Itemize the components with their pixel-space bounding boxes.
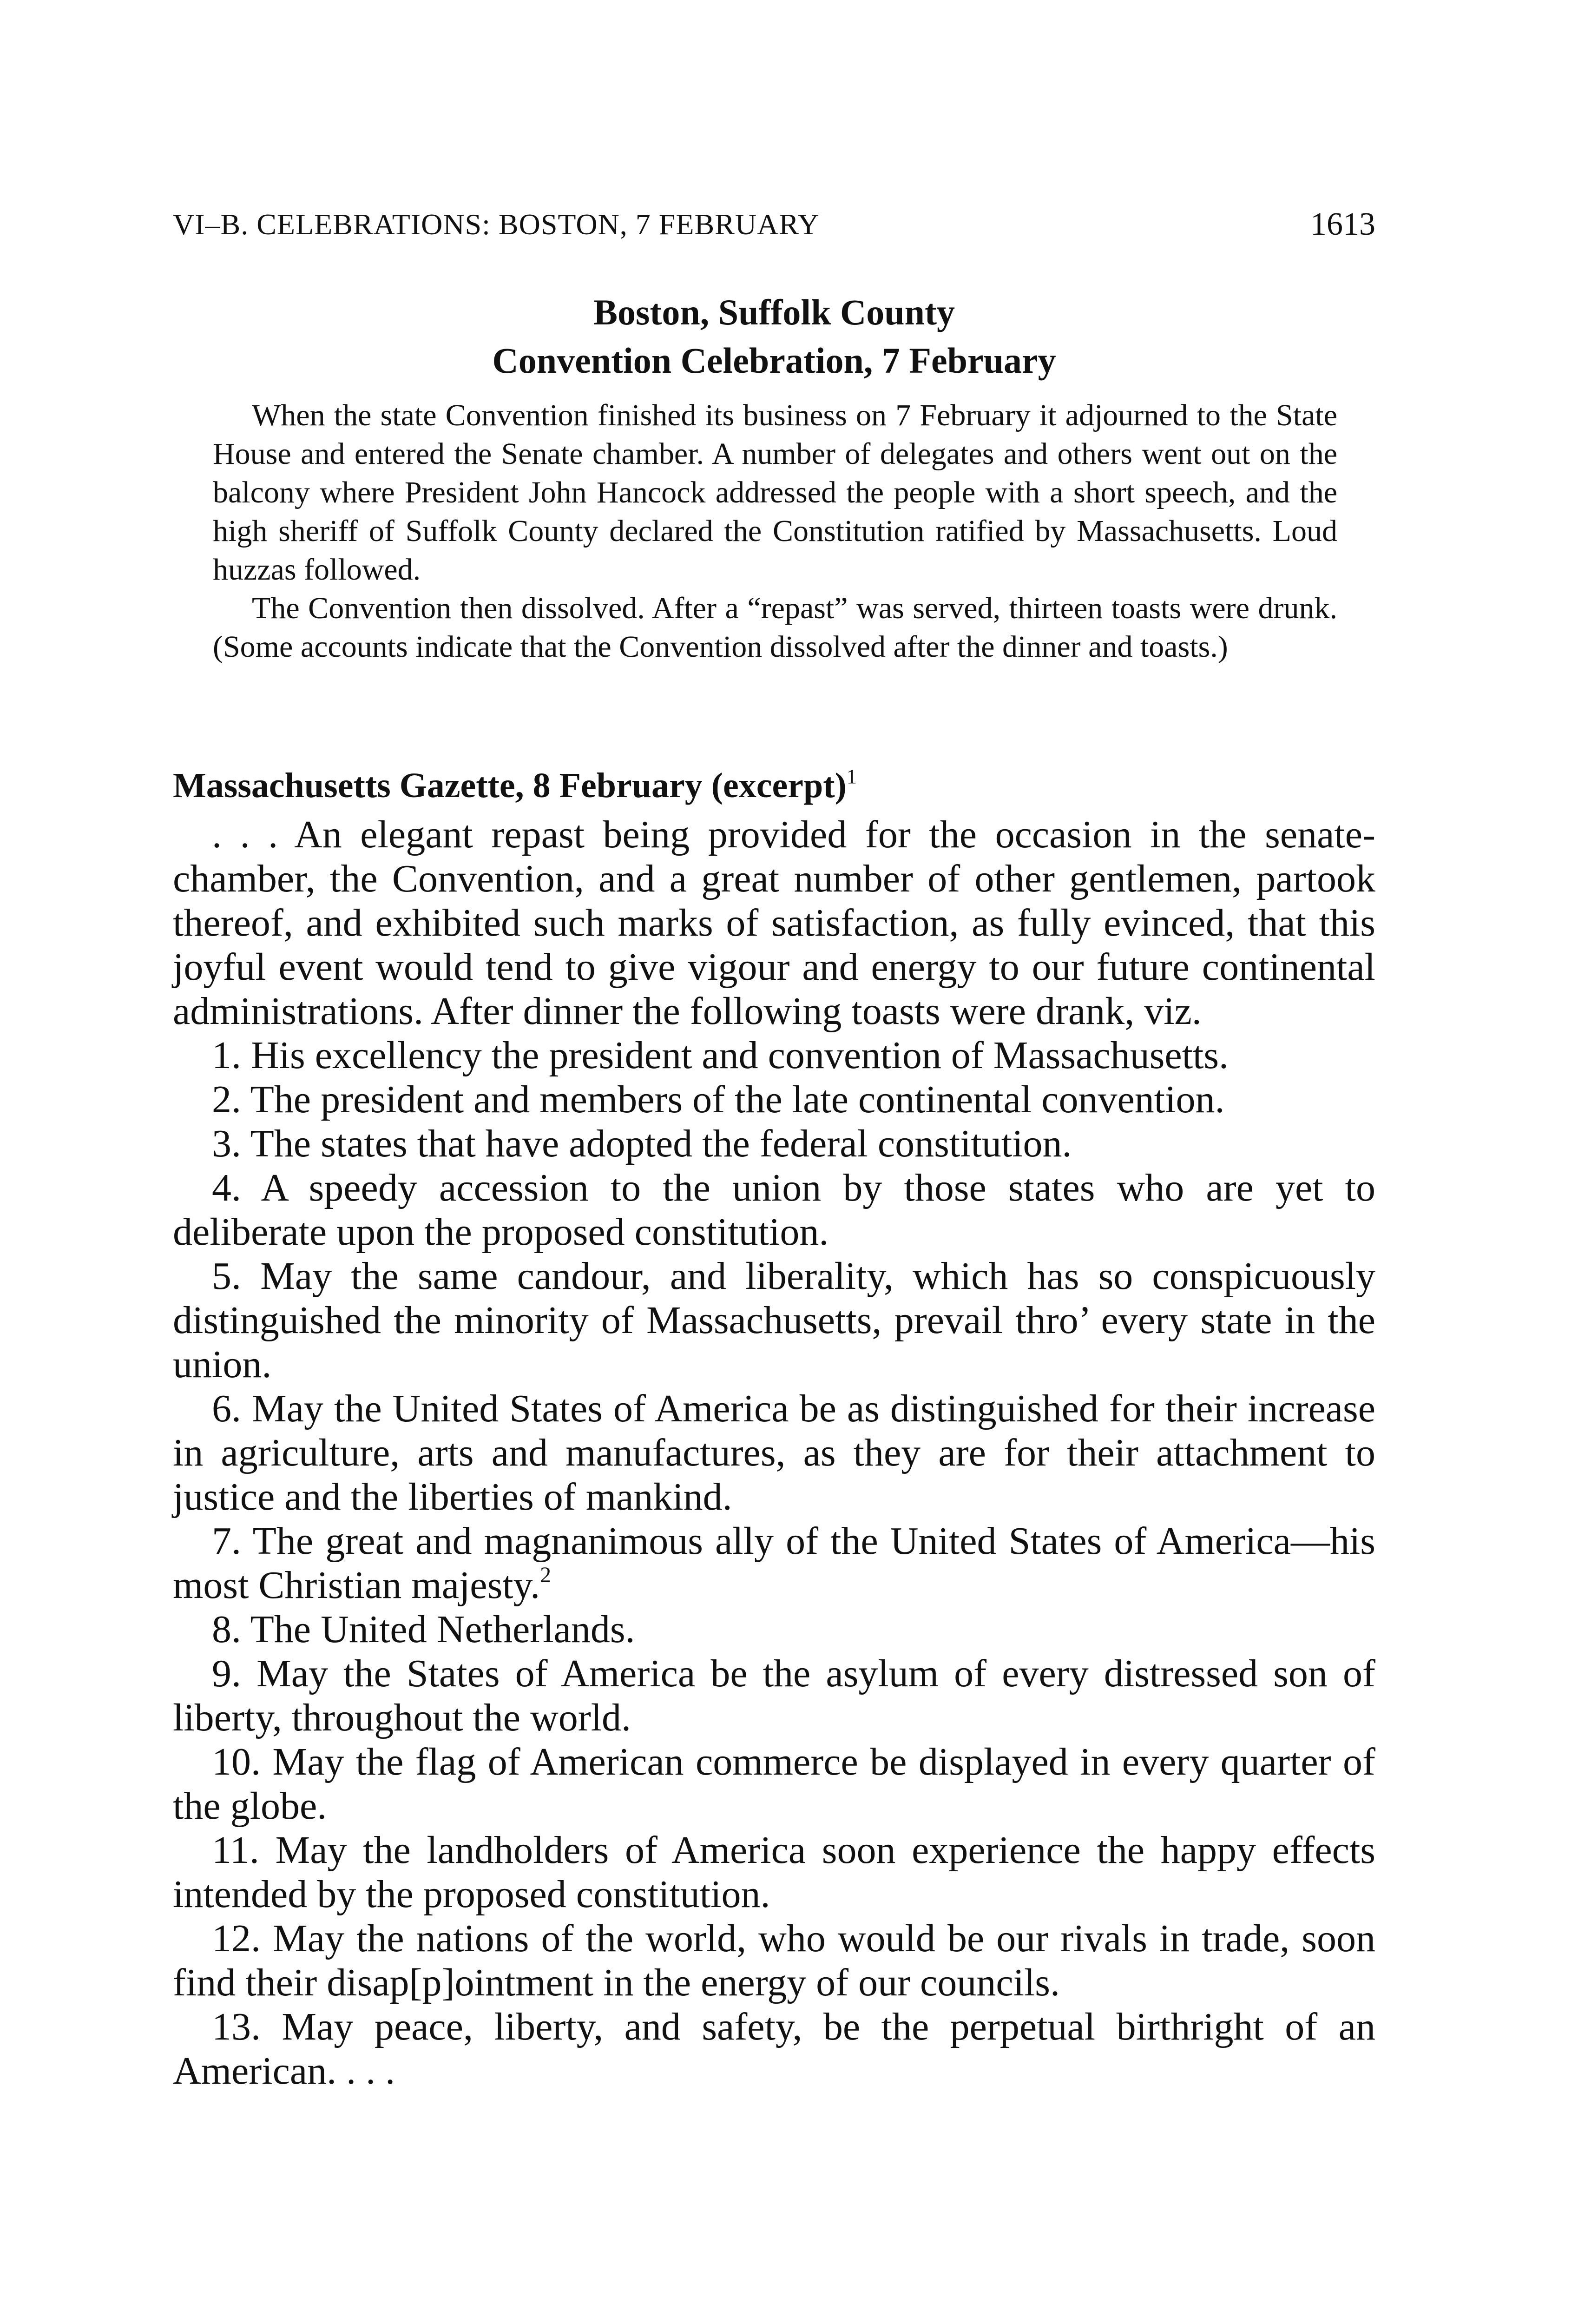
title-line-1: Boston, Suffolk County [593, 292, 955, 332]
toast-item: 9. May the States of America be the asylum of every distressed son of liberty, throughout the world. [173, 1652, 1375, 1739]
title-line-2: Convention Celebration, 7 February [492, 340, 1056, 381]
footnote-ref-1: 1 [846, 765, 857, 788]
section-heading [173, 762, 1375, 809]
running-head [173, 204, 1375, 245]
toast-item: 13. May peace, liberty, and safety, be the perpetual birthright of an American. . . . [173, 2005, 1375, 2093]
document-body [173, 812, 1375, 2093]
toast-item: 6. May the United States of America be as distinguished for their increase in agriculture, arts and manufactures, as they are for their attachment to justice and the liberties of mankind. [173, 1387, 1375, 1519]
page-number: 1613 [1310, 206, 1375, 242]
toast-item: 5. May the same candour, and liberality, which has so conspicuously distinguished the minority of Massachusetts, prevail thro’ every state in the union. [173, 1254, 1375, 1386]
intro-paragraph-1: When the state Convention finished its business on 7 February it adjourned to the State House and entered the Senate chamber. A number of delegates and others went out on the balcony where President John Hancock addressed the people with a short speech, and the high sheriff of Suffolk County declared the Constitution ratified by Massachusetts. Loud huzzas followed. [213, 398, 1337, 587]
toast-item: 2. The president and members of the late continental convention. [212, 1078, 1225, 1121]
toast-7-text: 7. The great and magnanimous ally of the United States of America—his most Christian majesty. [173, 1519, 1375, 1607]
document-title [173, 288, 1375, 385]
section-heading-text: Massachusetts Gazette, 8 February (excerpt) [173, 766, 847, 805]
intro-paragraph-2: The Convention then dissolved. After a “repast” was served, thirteen toasts were drunk. (Some accounts indicate that the Convention dissolved after the dinner and toasts.) [213, 591, 1337, 664]
toast-item: 3. The states that have adopted the federal constitution. [212, 1122, 1072, 1165]
toast-item: 12. May the nations of the world, who would be our rivals in trade, soon find their disap[p]ointment in the energy of our councils. [173, 1917, 1375, 2004]
toast-item: 8. The United Netherlands. [212, 1608, 635, 1651]
toast-item: 11. May the landholders of America soon experience the happy effects intended by the proposed constitution. [173, 1829, 1375, 1916]
running-head-title: VI–B. CELEBRATIONS: BOSTON, 7 FEBRUARY [173, 208, 820, 241]
opening-paragraph: . . . An elegant repast being provided for the occasion in the senate-chamber, the Convention, and a great number of other gentlemen, partook thereof, and exhibited such marks of satisfaction, as fully evinced, that this joyful event would tend to give vigour and energy to our future continental administrations. After dinner the following toasts were drank, viz. [173, 813, 1375, 1033]
toast-item: 10. May the flag of American commerce be displayed in every quarter of the globe. [173, 1740, 1375, 1828]
editorial-introduction [213, 396, 1337, 666]
toast-item: 4. A speedy accession to the union by those states who are yet to deliberate upon the proposed constitution. [173, 1166, 1375, 1254]
toast-item: 1. His excellency the president and convention of Massachusetts. [212, 1034, 1229, 1077]
footnote-ref-2: 2 [540, 1563, 552, 1587]
toast-item [173, 1519, 1375, 1607]
